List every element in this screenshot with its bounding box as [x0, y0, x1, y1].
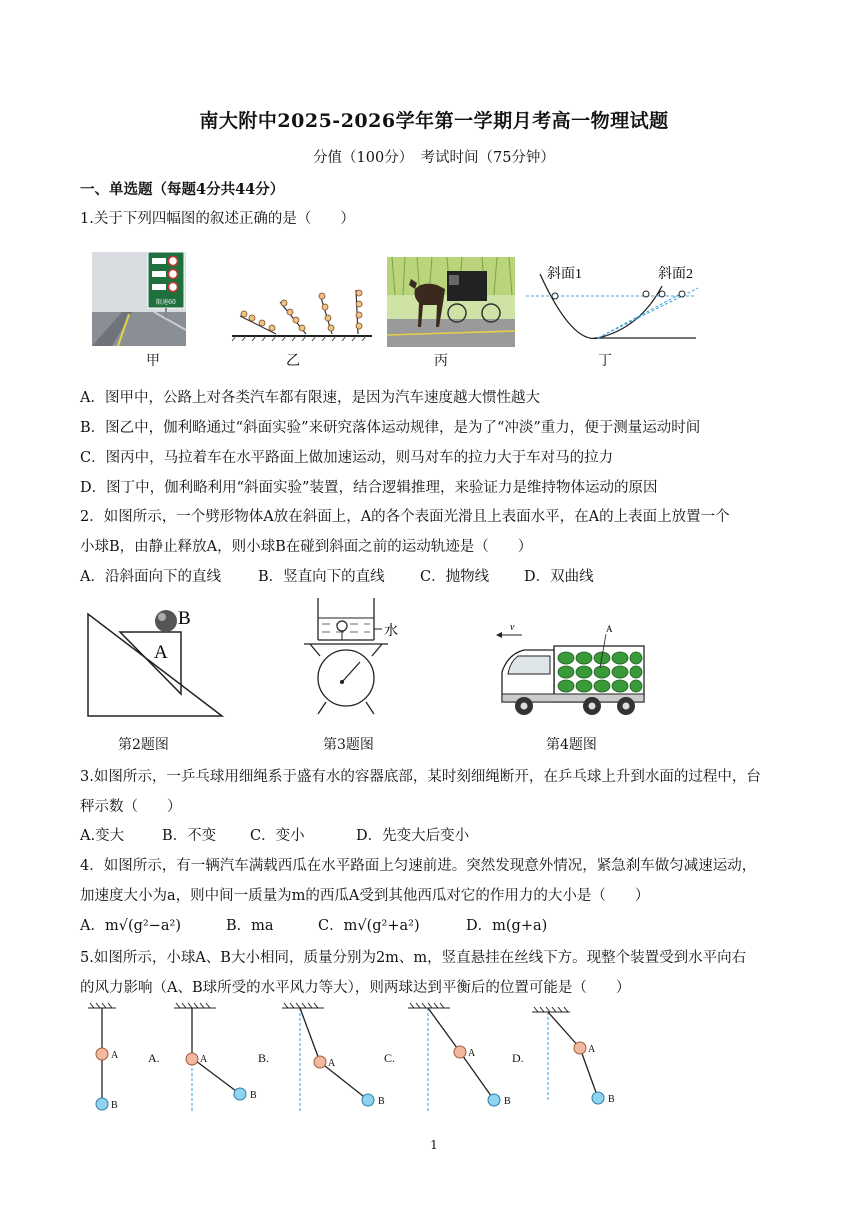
q4-option-b: B．ma: [226, 918, 274, 934]
q5-figD-ball-b: B: [608, 1094, 615, 1105]
label-a: A: [154, 642, 168, 663]
fig-q4-truck: [494, 620, 646, 720]
caption-ding: 丁: [598, 353, 612, 369]
q5-option-b: B.: [258, 1051, 270, 1065]
exam-info: 分值（100分） 考试时间（75分钟）: [313, 150, 555, 166]
label-b: B: [178, 608, 191, 629]
q3-line2: 秤示数（ ）: [80, 799, 182, 815]
q2-option-c: C．抛物线: [420, 569, 490, 585]
q3-option-d: D．先变大后变小: [356, 828, 470, 844]
q3-line1: 3.如图所示，一乒乓球用细绳系于盛有水的容器底部，某时刻细绳断开，在乒乓球上升到水面的过程中，台: [80, 769, 761, 785]
page-title: 南大附中2025-2026学年第一学期月考高一物理试题: [199, 110, 669, 132]
caption-q3: 第3题图: [323, 737, 374, 753]
fig-ding-double-incline: [522, 258, 702, 342]
q3-option-c: C．变小: [250, 828, 305, 844]
q4-option-a: A．m√(g²−a²): [80, 918, 181, 934]
q1-stem: 1.关于下列四幅图的叙述正确的是（ ）: [80, 211, 355, 227]
q2-line1: 2．如图所示，一个劈形物体A放在斜面上，A的各个表面光滑且上表面水平，在A的上表面上放置一个: [80, 509, 730, 525]
section-heading: 一、单选题（每题4分共44分）: [80, 181, 285, 198]
q5-figC-ball-b: B: [504, 1096, 511, 1107]
q5-figB-ball-b: B: [378, 1096, 385, 1107]
fig-yi-inclines: [232, 286, 372, 342]
q1-option-b: B．图乙中，伽利略通过“斜面实验”来研究落体运动规律，是为了“冲淡”重力，便于测量运动时间: [80, 420, 701, 436]
q5-figD-ball-a: A: [588, 1044, 596, 1055]
q4-option-c: C．m√(g²+a²): [318, 918, 420, 934]
q5-line1: 5.如图所示，小球A、B大小相同，质量分别为2m、m，竖直悬挂在丝线下方。现整个装置受到水平向右: [80, 950, 747, 966]
q2-option-d: D．双曲线: [524, 569, 594, 585]
q2-option-b: B．竖直向下的直线: [258, 569, 385, 585]
q1-option-d: D．图丁中，伽利略利用“斜面实验”装置，结合逻辑推理，来验证力是维持物体运动的原因: [80, 480, 658, 496]
caption-bing: 丙: [434, 353, 448, 369]
q5-fig0-ball-b: B: [111, 1100, 118, 1111]
page-number: 1: [430, 1138, 438, 1152]
q5-option-c: C.: [384, 1051, 396, 1065]
q5-figA-ball-b: B: [250, 1090, 257, 1101]
q4-line1: 4．如图所示，有一辆汽车满载西瓜在水平路面上匀速前进。突然发现意外情况，紧急刹车做匀减速运动，: [80, 858, 757, 874]
q4-line2: 加速度大小为a，则中间一质量为m的西瓜A受到其他西瓜对它的作用力的大小是（ ）: [80, 888, 650, 904]
caption-q4: 第4题图: [546, 737, 597, 753]
sign-text: 限速60: [156, 299, 176, 306]
caption-q2: 第2题图: [118, 737, 169, 753]
q1-option-c: C．图丙中，马拉着车在水平路面上做加速运动，则马对车的拉力大于车对马的拉力: [80, 450, 614, 466]
q3-option-b: B．不变: [162, 828, 217, 844]
fig-q2-wedge: [86, 606, 231, 718]
slope1-label: 斜面1: [547, 267, 582, 282]
water-label: 水: [384, 624, 398, 639]
q5-option-d: D.: [512, 1051, 524, 1065]
q5-figC-ball-a: A: [468, 1048, 476, 1059]
q4-option-d: D．m(g+a): [466, 918, 548, 934]
fig-q3-scale: [304, 598, 414, 718]
q5-line2: 的风力影响（A、B球所受的水平风力等大），则两球达到平衡后的位置可能是（ ）: [80, 980, 631, 996]
fig-bing-horse-cart-photo: [387, 257, 515, 347]
fig-jia-road-photo: [92, 252, 186, 346]
q3-option-a: A.变大: [80, 828, 125, 844]
q5-fig0-ball-a: A: [111, 1050, 119, 1061]
fig-q5-pendulums: [86, 1000, 646, 1115]
q5-figB-ball-a: A: [328, 1058, 336, 1069]
melon-a-label: A: [606, 624, 613, 634]
caption-jia: 甲: [146, 353, 160, 369]
q5-figA-ball-a: A: [200, 1054, 208, 1065]
q2-line2: 小球B，由静止释放A，则小球B在碰到斜面之前的运动轨迹是（ ）: [80, 539, 533, 555]
caption-yi: 乙: [286, 353, 300, 369]
slope2-label: 斜面2: [658, 267, 693, 282]
q5-option-a: A.: [148, 1051, 160, 1065]
q2-option-a: A．沿斜面向下的直线: [80, 569, 221, 585]
q1-option-a: A．图甲中，公路上对各类汽车都有限速，是因为汽车速度越大惯性越大: [80, 390, 540, 406]
velocity-label: v: [510, 622, 515, 633]
